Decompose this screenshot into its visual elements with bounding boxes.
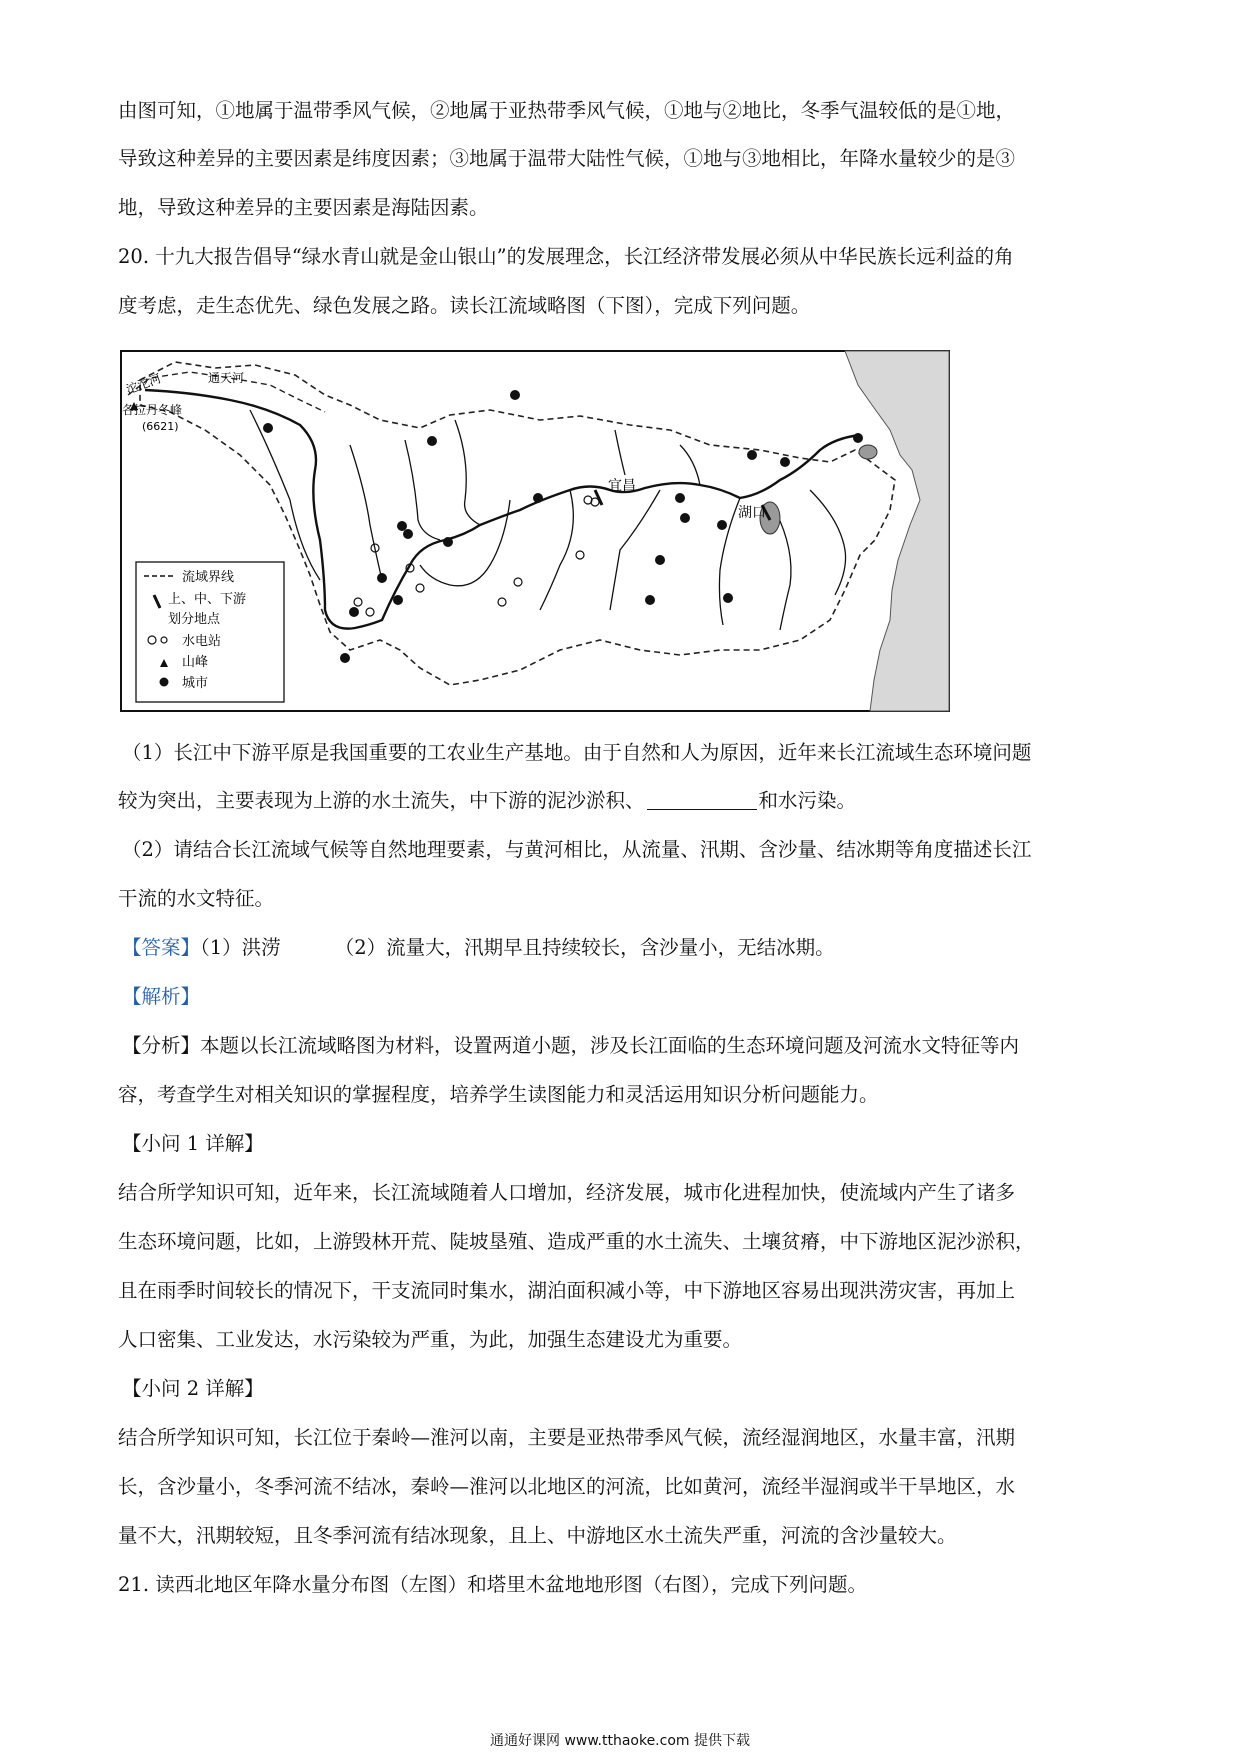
city-marker [680, 513, 690, 523]
subquestion-2-line2: 干流的水文特征。 [118, 887, 275, 910]
detail-2-line: 量不大，汛期较短，且冬季河流有结冰现象，且上、中游地区水土流失严重，河流的含沙量较大。 [118, 1524, 957, 1547]
city-marker [403, 529, 413, 539]
city-marker [723, 593, 733, 603]
detail-1-line: 生态环境问题，比如，上游毁林开荒、陡坡垦殖、造成严重的水土流失、土壤贫瘠，中下游地区泥沙淤积， [118, 1230, 1035, 1253]
answer-part-1: （1）洪涝 [200, 936, 281, 959]
paragraph-line: 导致这种差异的主要因素是纬度因素；③地属于温带大陆性气候，①地与③地相比，年降水量较少的是③ [118, 147, 1016, 170]
legend-division-1: 上、中、下游 [168, 592, 247, 607]
label-hukou: 湖口 [738, 505, 766, 521]
answer-blank [647, 789, 757, 810]
label-elevation: (6621) [142, 420, 179, 433]
detail-2-line: 结合所学知识可知，长江位于秦岭—淮河以南，主要是亚热带季风气候，流经湿润地区，水量丰富，汛期 [118, 1426, 1016, 1449]
city-marker [397, 521, 407, 531]
subquestion-1-text: 较为突出，主要表现为上游的水土流失，中下游的泥沙淤积、 [118, 789, 645, 812]
analysis-label: 【解析】 [122, 985, 201, 1008]
city-marker [377, 573, 387, 583]
legend-division-2: 划分地点 [168, 612, 221, 627]
city-marker [263, 423, 273, 433]
city-marker [780, 457, 790, 467]
city-marker [393, 595, 403, 605]
city-marker [655, 555, 665, 565]
detail-1-line: 且在雨季时间较长的情况下，干支流同时集水，湖泊面积减小等，中下游地区容易出现洪涝灾害，再加上 [118, 1279, 1016, 1302]
lake-taihu [859, 445, 877, 459]
city-marker [717, 520, 727, 530]
detail-2-line: 长，含沙量小，冬季河流不结冰，秦岭—淮河以北地区的河流，比如黄河，流经半湿润或半干旱地区，水 [118, 1475, 1016, 1498]
subquestion-2: （2）请结合长江流域气候等自然地理要素，与黄河相比，从流量、汛期、含沙量、结冰期等角度描述长江 [122, 838, 1032, 861]
yangtze-basin-map [120, 350, 950, 712]
city-marker [510, 390, 520, 400]
paragraph-line: 由图可知，①地属于温带季风气候，②地属于亚热带季风气候，①地与②地比，冬季气温较低的是①地， [118, 99, 1016, 122]
label-tongtian: 通天河 [208, 371, 245, 385]
answer-line [122, 933, 835, 963]
legend-peak: 山峰 [182, 655, 209, 670]
legend-hydro: 水电站 [182, 634, 222, 649]
city-marker [443, 537, 453, 547]
detail-2-title: 【小问 2 详解】 [122, 1377, 264, 1400]
question-21-stem: 21. 读西北地区年降水量分布图（左图）和塔里木盆地地形图（右图），完成下列问题。 [118, 1573, 867, 1596]
city-marker [645, 595, 655, 605]
legend-city: 城市 [182, 676, 209, 691]
city-marker [853, 433, 863, 443]
detail-1-line: 结合所学知识可知，近年来，长江流域随着人口增加，经济发展，城市化进程加快，使流域内产生了诸多 [118, 1181, 1016, 1204]
city-marker [675, 493, 685, 503]
city-marker [340, 653, 350, 663]
answer-part-2: （2）流量大，汛期早且持续较长，含沙量小，无结冰期。 [334, 936, 835, 959]
subquestion-1-tail: 和水污染。 [758, 789, 857, 812]
question-20-stem: 度考虑，走生态优先、绿色发展之路。读长江流域略图（下图），完成下列问题。 [118, 294, 811, 317]
fenxi-line: 容，考查学生对相关知识的掌握程度，培养学生读图能力和灵活运用知识分析问题能力。 [118, 1083, 879, 1106]
city-marker [747, 450, 757, 460]
paragraph-line: 地，导致这种差异的主要因素是海陆因素。 [118, 196, 489, 219]
city-marker [533, 493, 543, 503]
detail-1-title: 【小问 1 详解】 [122, 1132, 264, 1155]
subquestion-1: （1）长江中下游平原是我国重要的工农业生产基地。由于自然和人为原因，近年来长江流域生态环境问题 [122, 741, 1032, 764]
legend-boundary: 流域界线 [182, 570, 235, 585]
question-20-stem: 20. 十九大报告倡导“绿水青山就是金山银山”的发展理念，长江经济带发展必须从中华民族长远利益的角 [118, 245, 1014, 268]
detail-1-line: 人口密集、工业发达，水污染较为严重，为此，加强生态建设尤为重要。 [118, 1328, 743, 1351]
subquestion-1-line2 [118, 786, 856, 816]
city-marker [427, 436, 437, 446]
map-legend [136, 562, 284, 702]
label-tuotuo: 沱沱河 [124, 371, 163, 397]
label-yichang: 宜昌 [608, 478, 636, 494]
fenxi-line: 【分析】本题以长江流域略图为材料，设置两道小题，涉及长江面临的生态环境问题及河流水文特征等内 [122, 1034, 1020, 1057]
answer-label: 【答案】 [122, 936, 201, 959]
footer-source: 通通好课网 www.tthaoke.com 提供下载 [490, 1733, 750, 1749]
city-marker [349, 607, 359, 617]
label-geladandong: 各拉丹冬峰 [122, 403, 183, 417]
